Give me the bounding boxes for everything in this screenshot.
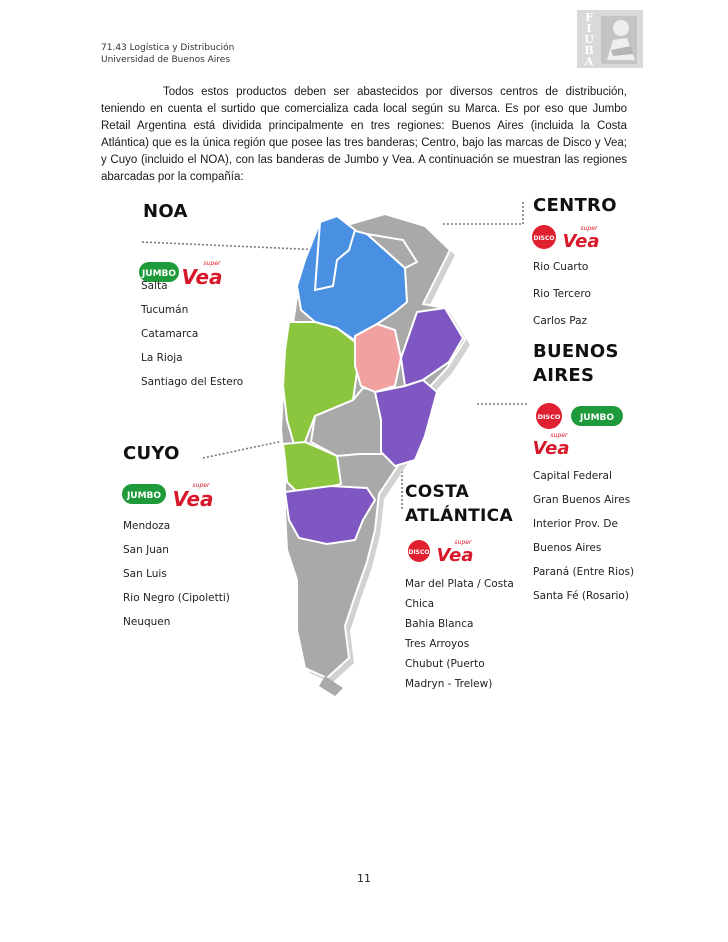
jumbo-logo-text: JUMBO (126, 491, 162, 501)
fiuba-logo (577, 10, 643, 68)
logo-letter: B (584, 44, 594, 57)
disco-logo-text: DISCO (537, 413, 561, 421)
centro-city-list (533, 254, 591, 335)
disco-vea-logo (407, 536, 479, 566)
noa-connector-line (142, 242, 323, 250)
costa-brand-logos (407, 536, 479, 570)
region-title-cuyo: CUYO (123, 443, 180, 464)
region-title-noa: NOA (143, 201, 188, 222)
city-item: Rio Tercero (533, 288, 591, 300)
cuyo-brand-logos (121, 478, 221, 514)
body-paragraph (101, 84, 627, 186)
jumbo-logo-text: JUMBO (579, 413, 615, 423)
vea-logo-icon: Vea (533, 438, 570, 459)
city-item: Carlos Paz (533, 315, 588, 327)
region-title-line: ATLÁNTICA (405, 506, 513, 526)
city-item: Chubut (Puerto (405, 658, 485, 670)
disco-logo-text: DISCO (408, 549, 430, 556)
buenos-aires-brand-logos (533, 400, 625, 464)
logo-letter: U (584, 33, 594, 46)
regions-map-figure (105, 190, 635, 710)
city-item: Neuquen (123, 616, 171, 628)
region-title-buenos-aires (533, 340, 619, 388)
centro-brand-logos (531, 222, 603, 256)
city-item: Salta (141, 280, 168, 292)
city-item: Rio Cuarto (533, 261, 589, 273)
map-region-cordoba (355, 324, 401, 392)
vea-super-text: super (580, 225, 598, 232)
city-item: Mar del Plata / Costa (405, 578, 514, 590)
city-item: San Juan (123, 544, 169, 556)
city-item: San Luis (123, 568, 167, 580)
region-title-line: AIRES (533, 365, 595, 386)
university-name: Universidad de Buenos Aires (101, 55, 231, 65)
city-item: Tres Arroyos (405, 638, 470, 650)
city-item: Santa Fé (Rosario) (533, 590, 629, 602)
jumbo-vea-logo (121, 478, 221, 510)
cuyo-city-list (123, 514, 230, 634)
city-item: Tucumán (141, 304, 189, 316)
logo-letter: I (586, 22, 592, 35)
noa-city-list (141, 274, 243, 394)
map-region-buenos-aires (375, 380, 437, 466)
city-item: Chica (405, 598, 435, 610)
city-item: Bahia Blanca (405, 618, 474, 630)
city-item: Mendoza (123, 520, 171, 532)
buenos-aires-city-list (533, 464, 634, 608)
city-item: Catamarca (141, 328, 199, 340)
city-item: La Rioja (141, 352, 183, 364)
vea-logo-icon: Vea (436, 545, 474, 566)
city-item: Interior Prov. De (533, 518, 618, 530)
vea-logo-icon: Vea (181, 265, 223, 289)
region-title-line: COSTA (405, 482, 470, 502)
city-item: Rio Negro (Cipoletti) (123, 592, 230, 604)
city-item: Buenos Aires (533, 542, 602, 554)
region-title-centro: CENTRO (533, 195, 617, 216)
vea-super-text: super (550, 432, 568, 439)
region-title-line: BUENOS (533, 341, 619, 362)
disco-logo-text: DISCO (533, 235, 555, 242)
disco-vea-logo (531, 222, 603, 252)
vea-super-text: super (454, 539, 472, 546)
vea-super-text: super (192, 482, 210, 489)
costa-atlantica-city-list (405, 574, 514, 694)
document-header (101, 42, 234, 66)
centro-connector-line (443, 200, 523, 224)
region-title-costa-atlantica (405, 480, 513, 528)
paragraph-text: Todos estos productos deben ser abastecidos por diversos centros de distribución, teniendo en cuenta el surtido que comercializa cada local según su Marca. Es por eso que Jumbo Retail Argentina está dividida principalmente en tres regiones: Buenos Aires (incluida la Costa Atlántica) que es la única región que posee las tres banderas; Centro, bajo las marcas de Disco y Vea; y Cuyo (incluido el NOA), con las banderas de Jumbo y Vea. A continuación se muestran las regiones abarcadas por la compañía: (101, 86, 627, 183)
vea-logo-icon: Vea (562, 231, 600, 252)
city-item: Gran Buenos Aires (533, 494, 631, 506)
city-item: Madryn - Trelew) (405, 678, 493, 690)
city-item: Capital Federal (533, 470, 612, 482)
course-name: 71.43 Logística y Distribución (101, 43, 235, 53)
city-item: Santiago del Estero (141, 376, 244, 388)
logo-letter: A (584, 55, 594, 68)
city-item: Paraná (Entre Rios) (533, 566, 635, 578)
vea-super-text: super (203, 260, 221, 267)
disco-jumbo-vea-logo (533, 400, 625, 460)
jumbo-logo-text: JUMBO (141, 269, 177, 279)
engineer-emblem-icon (577, 10, 643, 68)
page-number: 11 (357, 872, 371, 885)
logo-letter: F (585, 11, 593, 24)
vea-logo-icon: Vea (172, 487, 214, 510)
